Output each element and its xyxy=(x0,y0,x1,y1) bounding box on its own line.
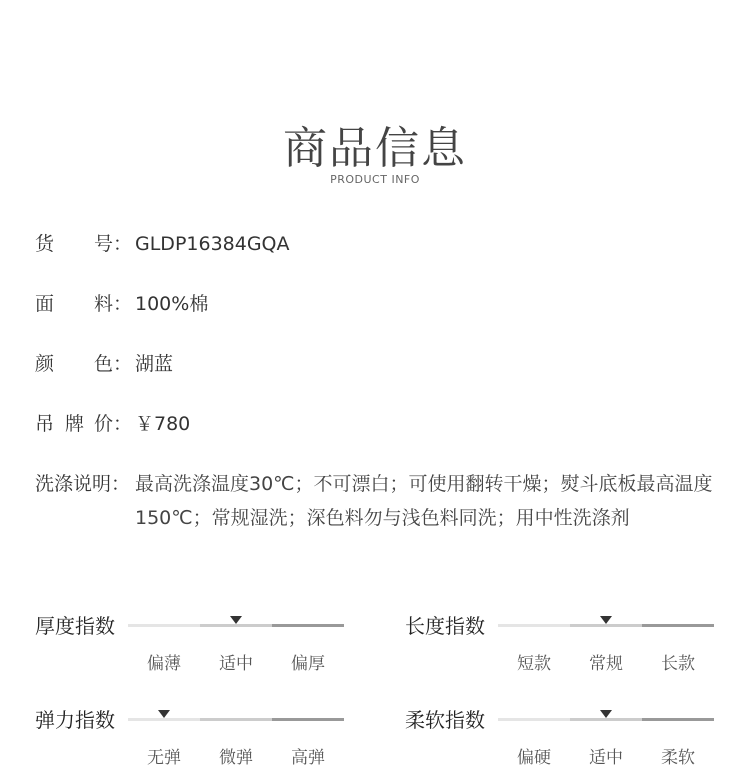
info-value: 100%棉 xyxy=(135,293,209,315)
scale-segment xyxy=(498,718,570,721)
scale-marker-icon xyxy=(158,710,170,718)
scale-option: 偏薄 xyxy=(147,654,181,674)
index-scale xyxy=(128,624,344,674)
index-thickness xyxy=(35,610,355,674)
scale-segment xyxy=(570,624,642,627)
label-char: 料： xyxy=(94,293,133,315)
scale-segment xyxy=(642,718,714,721)
label-char: 颜 xyxy=(35,353,55,375)
label-char: 色： xyxy=(94,353,133,375)
scale-option: 偏厚 xyxy=(291,654,325,674)
care-label: 洗涤说明： xyxy=(35,473,131,495)
scale-segment xyxy=(272,624,344,627)
scale-option: 柔软 xyxy=(661,748,695,768)
scale-option: 偏硬 xyxy=(517,748,551,768)
info-value: GLDP16384GQA xyxy=(135,233,290,255)
scale-option: 适中 xyxy=(219,654,253,674)
scale-segment xyxy=(498,624,570,627)
label-char: 牌 xyxy=(65,413,85,435)
scale-option: 常规 xyxy=(589,654,623,674)
scale-segment xyxy=(272,718,344,721)
care-text: 最高洗涤温度30℃；不可漂白；可使用翻转干燥；熨斗底板最高温度150℃；常规湿洗；深色料勿与浅色料同洗；用中性洗涤剂 xyxy=(135,473,713,529)
scale-option: 适中 xyxy=(589,748,623,768)
index-scale xyxy=(128,718,344,768)
index-softness xyxy=(405,704,725,768)
index-elasticity xyxy=(35,704,355,768)
label-char: 货 xyxy=(35,233,55,255)
scale-segment xyxy=(128,624,200,627)
scale-marker-icon xyxy=(230,616,242,624)
page-title: 商品信息 xyxy=(283,123,467,174)
label-char: 面 xyxy=(35,293,55,315)
index-name: 弹力指数 xyxy=(35,708,115,732)
page-subtitle: PRODUCT INFO xyxy=(330,173,420,186)
index-scale xyxy=(498,624,714,674)
label-char: 吊 xyxy=(35,413,55,435)
scale-option: 无弹 xyxy=(147,748,181,768)
scale-option: 短款 xyxy=(517,654,551,674)
info-value: ￥780 xyxy=(135,413,191,435)
index-name: 长度指数 xyxy=(405,614,485,638)
scale-segment xyxy=(200,718,272,721)
index-name: 厚度指数 xyxy=(35,614,115,638)
scale-segment xyxy=(200,624,272,627)
scale-marker-icon xyxy=(600,710,612,718)
label-char: 号： xyxy=(94,233,133,255)
scale-marker-icon xyxy=(600,616,612,624)
scale-option: 长款 xyxy=(661,654,695,674)
index-name: 柔软指数 xyxy=(405,708,485,732)
index-length xyxy=(405,610,725,674)
scale-option: 高弹 xyxy=(291,748,325,768)
scale-option: 微弹 xyxy=(219,748,253,768)
label-char: 价： xyxy=(94,413,133,435)
scale-segment xyxy=(642,624,714,627)
scale-segment xyxy=(570,718,642,721)
info-value: 湖蓝 xyxy=(135,353,174,375)
index-scale xyxy=(498,718,714,768)
scale-segment xyxy=(128,718,200,721)
